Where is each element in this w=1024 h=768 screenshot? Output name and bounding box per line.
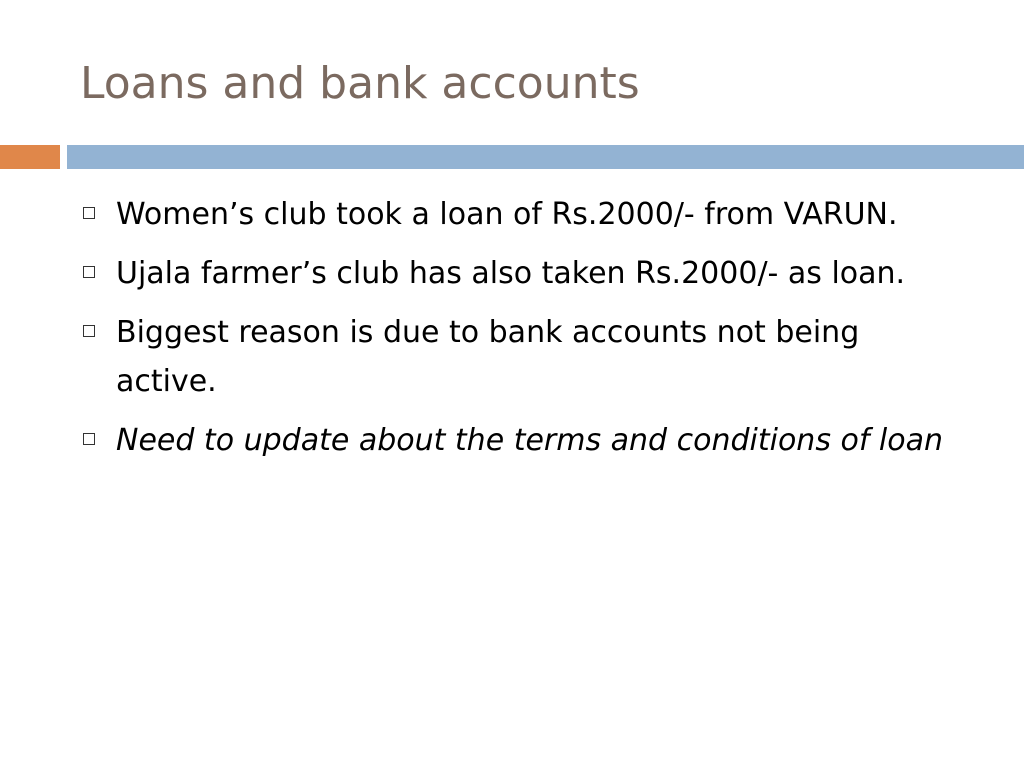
bullet-text: Ujala farmer’s club has also taken Rs.2000/- as loan.: [116, 256, 906, 291]
bullet-item: [80, 416, 960, 465]
bullet-item: [80, 249, 960, 298]
bullet-text: Need to update about the terms and conditions of loan: [116, 423, 944, 458]
square-bullet-icon: [83, 207, 95, 219]
bullet-text: Biggest reason is due to bank accounts not being active.: [116, 315, 860, 399]
square-bullet-icon: [83, 325, 95, 337]
bullet-item: [80, 308, 960, 406]
square-bullet-icon: [83, 266, 95, 278]
title-accent-bar: [0, 145, 60, 169]
bullet-item: [80, 190, 960, 239]
slide-title: Loans and bank accounts: [80, 58, 640, 109]
title-divider-bar: [67, 145, 1024, 169]
bullet-list: [80, 190, 960, 475]
square-bullet-icon: [83, 433, 95, 445]
bullet-text: Women’s club took a loan of Rs.2000/- from VARUN.: [116, 197, 898, 232]
